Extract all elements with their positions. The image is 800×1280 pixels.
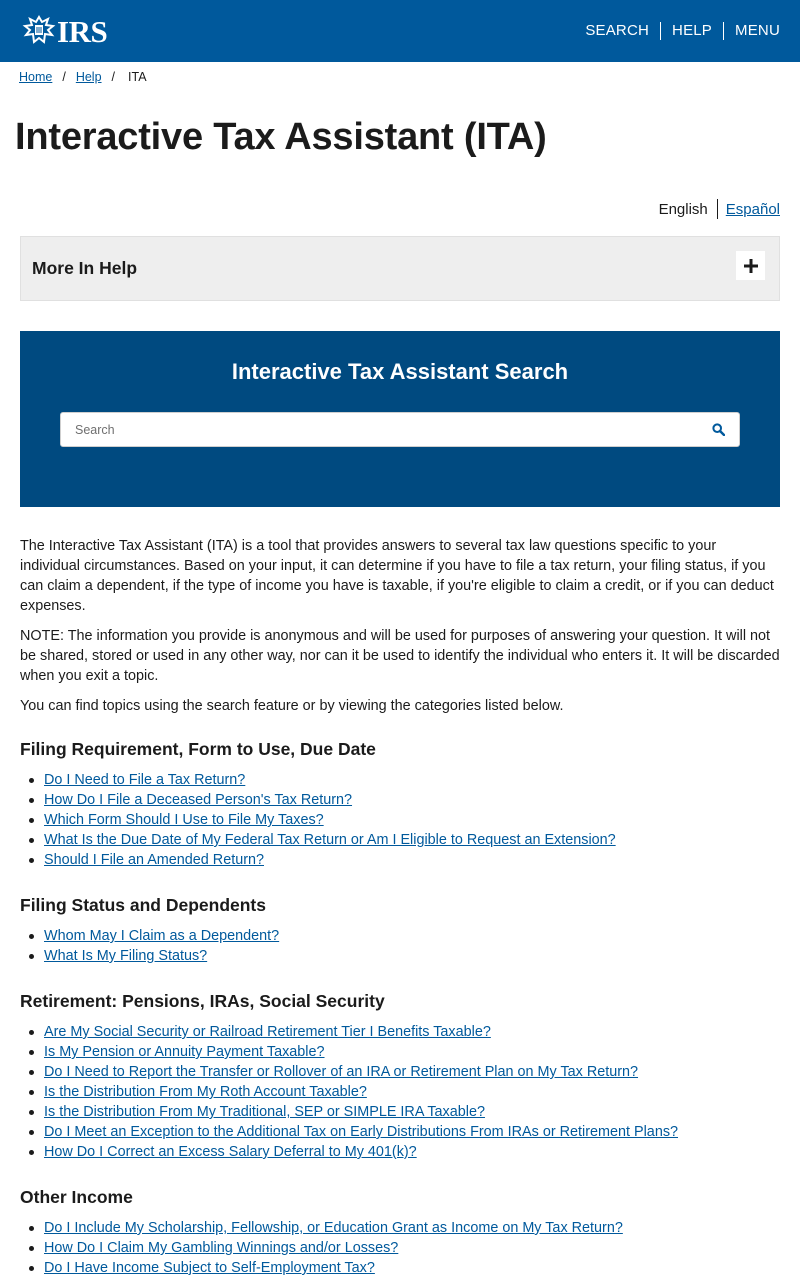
search-input[interactable] — [61, 413, 697, 446]
topic-link[interactable]: Is the Distribution From My Traditional, SEP or SIMPLE IRA Taxable? — [44, 1104, 485, 1120]
list-item — [44, 1022, 780, 1042]
breadcrumb-current: ITA — [128, 70, 147, 84]
topic-link[interactable]: Is My Pension or Annuity Payment Taxable? — [44, 1044, 325, 1060]
topic-link[interactable]: Do I Need to File a Tax Return? — [44, 772, 246, 788]
topic-link[interactable]: What Is the Due Date of My Federal Tax Return or Am I Eligible to Request an Extension? — [44, 832, 616, 848]
topic-link[interactable]: How Do I Claim My Gambling Winnings and/or Losses? — [44, 1240, 399, 1256]
section-heading-filing-status: Filing Status and Dependents — [20, 895, 266, 915]
topic-link[interactable]: Which Form Should I Use to File My Taxes? — [44, 812, 324, 828]
section-heading-other-income: Other Income — [20, 1187, 133, 1207]
site-header — [0, 0, 800, 62]
more-in-help-label: More In Help — [32, 258, 138, 278]
section-heading-retirement: Retirement: Pensions, IRAs, Social Security — [20, 991, 385, 1011]
topic-link[interactable]: Do I Need to Report the Transfer or Rollover of an IRA or Retirement Plan on My Tax Return? — [44, 1064, 639, 1080]
list-item — [44, 1102, 780, 1122]
other-income-links — [20, 1218, 780, 1278]
intro-paragraph: The Interactive Tax Assistant (ITA) is a tool that provides answers to several tax law questions specific to your individual circumstances. Based on your input, it can determine if you have to file a tax return, your filing status, if you can claim a dependent, if the type of income you have is taxable, if you're eligible to claim a credit, or if you can deduct expenses. — [20, 538, 774, 614]
instructions-paragraph: You can find topics using the search feature or by viewing the categories listed below. — [20, 698, 564, 714]
filing-requirement-links — [20, 770, 780, 870]
search-panel-title: Interactive Tax Assistant Search — [231, 359, 569, 384]
breadcrumb-separator: / — [111, 70, 116, 84]
section-heading-filing-requirement: Filing Requirement, Form to Use, Due Date — [20, 739, 376, 759]
menu-nav-link[interactable]: MENU — [735, 22, 780, 39]
irs-eagle-icon — [22, 15, 56, 47]
list-item — [44, 810, 780, 830]
breadcrumb-separator: / — [62, 70, 66, 84]
topic-link[interactable]: How Do I File a Deceased Person's Tax Return? — [44, 792, 353, 808]
list-item — [44, 830, 780, 850]
list-item — [44, 1218, 780, 1238]
language-switcher — [659, 198, 780, 220]
topic-link[interactable]: Are My Social Security or Railroad Retirement Tier I Benefits Taxable? — [44, 1024, 491, 1040]
list-item — [44, 946, 780, 966]
list-item — [44, 790, 780, 810]
list-item — [44, 850, 780, 870]
topic-link[interactable]: How Do I Correct an Excess Salary Deferral to My 401(k)? — [44, 1144, 417, 1160]
search-nav-link[interactable]: SEARCH — [585, 22, 650, 39]
list-item — [44, 1062, 780, 1082]
list-item — [44, 770, 780, 790]
ita-search-panel — [20, 331, 780, 507]
topic-link[interactable]: Do I Have Income Subject to Self-Employment Tax? — [44, 1260, 375, 1276]
topic-link[interactable]: What Is My Filing Status? — [44, 948, 208, 964]
help-nav-link[interactable]: HELP — [672, 22, 713, 39]
list-item — [44, 1238, 780, 1258]
topic-link[interactable]: Do I Meet an Exception to the Additional Tax on Early Distributions From IRAs or Retirement Plans? — [44, 1124, 679, 1140]
spanish-language-link[interactable]: Español — [725, 200, 780, 218]
page-title: Interactive Tax Assistant (ITA) — [15, 116, 547, 158]
main-content — [20, 536, 780, 1278]
current-language: English — [658, 200, 708, 218]
search-submit-button[interactable] — [697, 413, 739, 446]
note-paragraph: NOTE: The information you provide is anonymous and will be used for purposes of answering your question. It will not be shared, stored or used in any other way, nor can it be used to identify the individual who enters it. It will be discarded when you exit a topic. — [20, 628, 780, 684]
breadcrumb-help-link[interactable]: Help — [75, 70, 102, 84]
logo-wordmark: IRS — [57, 13, 108, 49]
search-box — [60, 412, 740, 447]
list-item — [44, 926, 780, 946]
list-item — [44, 1082, 780, 1102]
retirement-links — [20, 1022, 780, 1162]
breadcrumb — [19, 68, 147, 86]
topic-link[interactable]: Should I File an Amended Return? — [44, 852, 264, 868]
plus-icon[interactable] — [736, 251, 765, 280]
topic-link[interactable]: Is the Distribution From My Roth Account Taxable? — [44, 1084, 367, 1100]
breadcrumb-home-link[interactable]: Home — [19, 70, 53, 84]
list-item — [44, 1258, 780, 1278]
filing-status-links — [20, 926, 780, 966]
search-icon — [712, 423, 725, 436]
list-item — [44, 1042, 780, 1062]
topic-link[interactable]: Do I Include My Scholarship, Fellowship, or Education Grant as Income on My Tax Return? — [44, 1220, 623, 1236]
top-navigation — [574, 20, 780, 42]
list-item — [44, 1122, 780, 1142]
topic-link[interactable]: Whom May I Claim as a Dependent? — [44, 928, 280, 944]
more-in-help-accordion[interactable] — [20, 236, 780, 301]
irs-logo[interactable] — [22, 14, 107, 48]
list-item — [44, 1142, 780, 1162]
